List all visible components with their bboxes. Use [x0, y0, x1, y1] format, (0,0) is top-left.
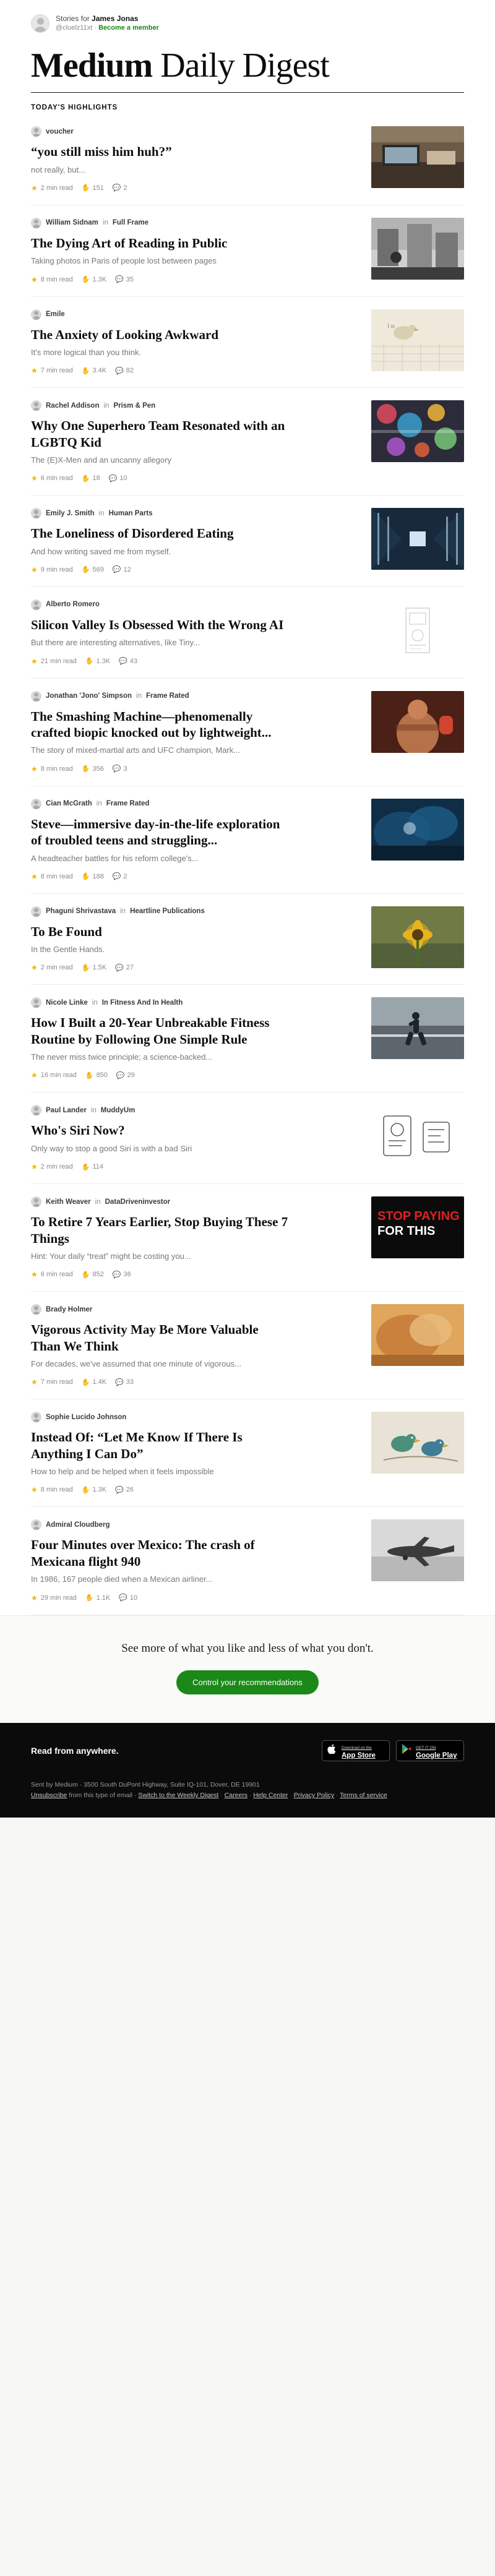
- response-count: 💬 29: [116, 1071, 135, 1080]
- byline-separator: in: [96, 800, 102, 808]
- story-subtitle: But there are interesting alternatives, like Tiny...: [31, 638, 200, 648]
- byline-separator: in: [136, 692, 142, 700]
- author-avatar: [31, 691, 41, 702]
- byline-separator: in: [102, 219, 108, 227]
- svg-text:STOP PAYING: STOP PAYING: [377, 1209, 460, 1224]
- story-item[interactable]: [31, 205, 464, 297]
- comment-icon: 💬: [115, 1486, 124, 1494]
- legal-line2-mid: from this type of email ·: [69, 1792, 137, 1800]
- story-thumbnail[interactable]: [371, 1196, 464, 1258]
- clap-count: ✋ 3.4K: [81, 367, 107, 375]
- clap-count: ✋ 1.4K: [81, 1378, 107, 1386]
- story-thumbnail[interactable]: [371, 599, 464, 661]
- comment-icon: 💬: [112, 1271, 121, 1279]
- sender-bar: [31, 0, 464, 44]
- story-main: [31, 799, 355, 881]
- author-name[interactable]: Phaguni Shrivastava: [46, 908, 116, 916]
- read-time: 8 min read: [40, 872, 73, 880]
- story-meta: [31, 474, 355, 483]
- author-name[interactable]: Cian McGrath: [46, 800, 92, 808]
- byline-separator: in: [90, 1106, 97, 1114]
- story-subtitle: Hint: Your daily “treat” might be costing you...: [31, 1252, 191, 1261]
- clap-count: ✋ 188: [81, 872, 104, 881]
- careers-link[interactable]: Careers: [224, 1792, 248, 1800]
- story-item[interactable]: [31, 388, 464, 496]
- read-time: 2 min read: [40, 964, 73, 972]
- clap-count: ✋ 852: [81, 1271, 104, 1279]
- legal-links: [31, 1790, 464, 1801]
- member-star-icon: ★: [31, 764, 38, 773]
- story-subtitle: And how writing saved me from myself.: [31, 546, 171, 556]
- author-name[interactable]: Brady Holmer: [46, 1305, 93, 1313]
- svg-text:I m: I m: [387, 322, 395, 329]
- story-main: [31, 906, 355, 972]
- story-title[interactable]: To Retire 7 Years Earlier, Stop Buying These 7 Things: [31, 1214, 288, 1246]
- clap-icon: ✋: [85, 658, 94, 666]
- story-subtitle: For decades, we've assumed that one minute of vigorous...: [31, 1359, 241, 1369]
- clap-icon: ✋: [81, 1271, 90, 1279]
- story-main: [31, 1105, 355, 1171]
- story-title[interactable]: How I Built a 20-Year Unbreakable Fitness Routine by Following One Simple Rule: [31, 1015, 270, 1047]
- author-avatar: [31, 508, 41, 518]
- story-title[interactable]: Vigorous Activity May Be More Valuable Than We Think: [31, 1322, 259, 1354]
- story-main: [31, 997, 355, 1080]
- member-star-icon: ★: [31, 1071, 38, 1080]
- story-thumbnail[interactable]: [371, 309, 464, 371]
- story-title[interactable]: Steve—immersive day-in-the-life exploration of troubled teens and struggling...: [31, 816, 280, 848]
- byline: [31, 997, 355, 1008]
- author-avatar: [31, 799, 41, 809]
- response-count: 💬 26: [115, 1486, 134, 1494]
- story-subtitle: The story of mixed-martial arts and UFC champion, Mark...: [31, 745, 241, 755]
- comment-icon: 💬: [119, 658, 127, 666]
- comment-icon: 💬: [112, 765, 121, 773]
- member-star-icon: ★: [31, 366, 38, 376]
- story-item[interactable]: [31, 1507, 464, 1615]
- byline-separator: in: [103, 401, 110, 410]
- author-name[interactable]: Nicole Linke: [46, 998, 88, 1007]
- comment-icon: 💬: [112, 566, 121, 574]
- story-title[interactable]: Silicon Valley Is Obsessed With the Wrong AI: [31, 617, 284, 632]
- member-star-icon: ★: [31, 183, 38, 192]
- response-count: 💬 10: [108, 474, 127, 483]
- read-time: 2 min read: [40, 1163, 73, 1171]
- author-name[interactable]: Emile: [46, 311, 65, 319]
- clap-icon: ✋: [81, 1378, 90, 1386]
- legal-address: Sent by Medium · 3500 South DuPont Highway, Suite IQ-101, Dover, DE 19901: [31, 1780, 260, 1788]
- author-name[interactable]: Jonathan 'Jono' Simpson: [46, 692, 132, 700]
- store-badges: [322, 1740, 464, 1761]
- story-thumbnail[interactable]: [371, 906, 464, 968]
- story-main: [31, 1412, 355, 1494]
- read-time: 2 min read: [40, 184, 73, 192]
- member-star-icon: ★: [31, 963, 38, 972]
- google-play-icon: [402, 1743, 411, 1758]
- story-item[interactable]: [31, 679, 464, 786]
- story-main: [31, 691, 355, 773]
- author-avatar: [31, 126, 41, 137]
- response-count: 💬 35: [115, 275, 134, 284]
- read-time: 9 min read: [40, 565, 73, 573]
- story-main: [31, 126, 355, 192]
- byline: [31, 1105, 355, 1115]
- clap-count: ✋ 151: [81, 184, 104, 192]
- google-play-text: [416, 1741, 457, 1760]
- byline-separator: in: [92, 998, 98, 1007]
- clap-icon: ✋: [81, 964, 90, 972]
- story-title[interactable]: Instead Of: “Let Me Know If There Is Anything I Can Do”: [31, 1430, 243, 1461]
- story-thumbnail[interactable]: [371, 1519, 464, 1581]
- author-avatar: [31, 400, 41, 411]
- publication-name[interactable]: DataDriveninvestor: [105, 1198, 171, 1206]
- byline: [31, 906, 355, 917]
- google-play-button[interactable]: [396, 1740, 464, 1761]
- author-avatar: [31, 1412, 41, 1422]
- read-time: 7 min read: [40, 1378, 73, 1386]
- story-title[interactable]: Why One Superhero Team Resonated with an LGBTQ Kid: [31, 418, 285, 450]
- response-count: 💬 36: [112, 1271, 131, 1279]
- sender-handle: @cluelz11xt: [56, 24, 93, 32]
- story-subtitle: In the Gentle Hands.: [31, 945, 105, 955]
- read-time: 21 min read: [40, 657, 77, 665]
- story-subtitle: not really, but...: [31, 165, 85, 174]
- clap-icon: ✋: [85, 1594, 94, 1602]
- clap-count: ✋ 1.3K: [85, 657, 111, 666]
- story-item[interactable]: [31, 985, 464, 1093]
- comment-icon: 💬: [115, 367, 124, 375]
- author-avatar: [31, 1304, 41, 1315]
- legal-dot-3: ·: [290, 1792, 292, 1800]
- clap-count: ✋ 850: [85, 1071, 108, 1080]
- recommendations-cta: [0, 1615, 495, 1723]
- clap-count: ✋ 1.3K: [81, 275, 107, 284]
- story-meta: [31, 1162, 355, 1171]
- story-thumbnail[interactable]: [371, 691, 464, 753]
- read-time: 7 min read: [40, 367, 73, 375]
- app-bar-title: Read from anywhere.: [31, 1745, 119, 1756]
- author-avatar: [31, 906, 41, 917]
- member-star-icon: ★: [31, 565, 38, 574]
- author-name[interactable]: Paul Lander: [46, 1106, 87, 1114]
- story-title[interactable]: The Loneliness of Disordered Eating: [31, 526, 234, 541]
- sender-prefix: Stories for: [56, 14, 90, 23]
- story-meta: [31, 1270, 355, 1279]
- response-count: 💬 12: [112, 565, 131, 574]
- become-a-member-link[interactable]: Become a member: [98, 24, 159, 32]
- author-avatar: [31, 218, 41, 228]
- story-thumbnail[interactable]: [371, 1412, 464, 1474]
- masthead-brand: Medium: [31, 46, 153, 85]
- clap-icon: ✋: [81, 873, 90, 881]
- author-name[interactable]: Emily J. Smith: [46, 509, 95, 517]
- author-name[interactable]: Alberto Romero: [46, 601, 100, 609]
- response-count: 💬 3: [112, 765, 127, 773]
- byline: [31, 691, 355, 702]
- clap-count: ✋ 356: [81, 765, 104, 773]
- story-title[interactable]: “you still miss him huh?”: [31, 144, 172, 160]
- response-count: 💬 27: [115, 964, 134, 972]
- app-store-text: [342, 1741, 376, 1760]
- clap-icon: ✋: [85, 1071, 94, 1080]
- byline: [31, 126, 355, 137]
- story-thumbnail[interactable]: [371, 218, 464, 280]
- story-main: [31, 599, 355, 666]
- read-time: 8 min read: [40, 1486, 73, 1494]
- clap-count: ✋ 18: [81, 474, 100, 483]
- author-avatar: [31, 1519, 41, 1530]
- member-star-icon: ★: [31, 1378, 38, 1387]
- member-star-icon: ★: [31, 656, 38, 666]
- apple-icon: [327, 1743, 337, 1758]
- author-name[interactable]: Keith Weaver: [46, 1198, 91, 1206]
- response-count: 💬 33: [115, 1378, 134, 1386]
- story-thumbnail[interactable]: [371, 400, 464, 462]
- story-thumbnail[interactable]: [371, 799, 464, 861]
- story-subtitle: Taking photos in Paris of people lost between pages: [31, 256, 217, 266]
- story-item[interactable]: [31, 114, 464, 205]
- publication-name[interactable]: Frame Rated: [145, 692, 189, 700]
- response-count: 💬 2: [112, 872, 127, 881]
- read-time: 6 min read: [40, 1271, 73, 1279]
- sender-separator: ·: [94, 24, 97, 32]
- masthead: [31, 44, 464, 93]
- story-subtitle: How to help and be helped when it feels impossible: [31, 1467, 214, 1477]
- story-item[interactable]: [31, 1292, 464, 1399]
- comment-icon: 💬: [112, 873, 121, 881]
- clap-icon: ✋: [81, 367, 90, 375]
- story-meta: [31, 1594, 355, 1602]
- sender-name: James Jonas: [92, 14, 139, 23]
- member-star-icon: ★: [31, 1485, 38, 1495]
- comment-icon: 💬: [112, 184, 121, 192]
- byline: [31, 1412, 355, 1422]
- story-item[interactable]: [31, 496, 464, 587]
- story-item[interactable]: [31, 894, 464, 985]
- read-time: 8 min read: [40, 275, 73, 283]
- clap-count: ✋ 1.5K: [81, 964, 107, 972]
- byline: [31, 1519, 355, 1530]
- app-store-small: Download on the: [342, 1745, 372, 1750]
- legal-dot-4: ·: [336, 1792, 338, 1800]
- comment-icon: 💬: [116, 1071, 125, 1080]
- story-thumbnail[interactable]: [371, 508, 464, 570]
- legal-dot-1: ·: [220, 1792, 223, 1800]
- byline: [31, 218, 355, 228]
- story-main: [31, 1519, 355, 1602]
- author-name[interactable]: William Sidnam: [46, 219, 98, 227]
- svg-text:FOR THIS: FOR THIS: [377, 1224, 436, 1239]
- byline: [31, 599, 355, 610]
- author-avatar: [31, 309, 41, 320]
- read-time: 16 min read: [40, 1071, 77, 1080]
- story-list: [31, 114, 464, 1615]
- story-meta: [31, 657, 355, 666]
- publication-name[interactable]: Full Frame: [112, 219, 148, 227]
- clap-icon: ✋: [81, 1486, 90, 1494]
- story-meta: [31, 1378, 355, 1386]
- author-avatar: [31, 997, 41, 1008]
- comment-icon: 💬: [108, 474, 118, 483]
- google-play-small: GET IT ON: [416, 1745, 436, 1750]
- clap-count: ✋ 569: [81, 565, 104, 574]
- response-count: 💬 82: [115, 367, 134, 375]
- story-item[interactable]: [31, 587, 464, 679]
- story-main: [31, 1304, 355, 1386]
- story-main: [31, 218, 355, 284]
- google-play-big: Google Play: [416, 1751, 457, 1759]
- publication-name[interactable]: In Fitness And In Health: [101, 998, 183, 1007]
- story-title[interactable]: Four Minutes over Mexico: The crash of Mexicana flight 940: [31, 1537, 255, 1569]
- response-count: 💬 2: [112, 184, 127, 192]
- switch-weekly-digest-link[interactable]: Switch to the Weekly Digest: [138, 1792, 219, 1800]
- story-subtitle: The (E)X-Men and an uncanny allegory: [31, 455, 171, 465]
- byline-separator: in: [120, 908, 126, 916]
- byline: [31, 309, 355, 320]
- comment-icon: 💬: [115, 1378, 124, 1386]
- story-meta: [31, 366, 355, 375]
- comment-icon: 💬: [119, 1594, 127, 1602]
- author-name[interactable]: voucher: [46, 127, 74, 135]
- clap-icon: ✋: [81, 566, 90, 574]
- page-title: [31, 48, 464, 84]
- story-meta: [31, 872, 355, 881]
- story-meta: [31, 184, 355, 192]
- story-thumbnail[interactable]: [371, 997, 464, 1059]
- section-label: TODAY'S HIGHLIGHTS: [31, 104, 118, 112]
- byline: [31, 400, 355, 411]
- author-name[interactable]: Rachel Addison: [46, 401, 100, 410]
- cta-text: See more of what you like and less of what you don't.: [121, 1641, 374, 1655]
- clap-count: ✋ 114: [81, 1163, 103, 1171]
- sender-meta: [56, 24, 159, 33]
- member-star-icon: ★: [31, 1593, 38, 1602]
- publication-name[interactable]: Heartline Publications: [130, 908, 205, 916]
- story-meta: [31, 1485, 355, 1494]
- publication-name[interactable]: Frame Rated: [106, 800, 150, 808]
- story-title[interactable]: The Dying Art of Reading in Public: [31, 235, 228, 251]
- clap-icon: ✋: [81, 474, 90, 483]
- unsubscribe-link[interactable]: Unsubscribe: [31, 1792, 67, 1800]
- story-main: [31, 508, 355, 574]
- publication-name[interactable]: MuddyUm: [100, 1106, 136, 1114]
- member-star-icon: ★: [31, 872, 38, 881]
- legal-footer: [0, 1780, 495, 1818]
- story-thumbnail[interactable]: [371, 126, 464, 188]
- story-title[interactable]: To Be Found: [31, 924, 102, 939]
- member-star-icon: ★: [31, 1162, 38, 1172]
- response-count: 💬 10: [119, 1594, 138, 1602]
- clap-icon: ✋: [81, 184, 90, 192]
- story-thumbnail[interactable]: [371, 1105, 464, 1167]
- app-store-button[interactable]: [322, 1740, 390, 1761]
- story-subtitle: In 1986, 167 people died when a Mexican airliner...: [31, 1574, 213, 1584]
- story-title[interactable]: The Anxiety of Looking Awkward: [31, 327, 218, 342]
- author-avatar: [31, 599, 41, 610]
- clap-icon: ✋: [81, 765, 90, 773]
- email-body: [31, 0, 464, 1615]
- story-meta: [31, 565, 355, 574]
- response-count: 💬 43: [119, 657, 138, 666]
- privacy-policy-link[interactable]: Privacy Policy: [293, 1792, 335, 1800]
- byline: [31, 1196, 355, 1207]
- story-subtitle: It's more logical than you think.: [31, 348, 142, 357]
- clap-count: ✋ 1.3K: [81, 1486, 107, 1494]
- story-item[interactable]: [31, 1093, 464, 1184]
- app-download-bar: [0, 1723, 495, 1780]
- story-meta: [31, 1071, 355, 1080]
- byline: [31, 1304, 355, 1315]
- story-title[interactable]: Who's Siri Now?: [31, 1123, 125, 1138]
- read-time: 6 min read: [40, 474, 73, 483]
- story-thumbnail[interactable]: [371, 1304, 464, 1366]
- story-item[interactable]: [31, 1399, 464, 1507]
- clap-count: ✋ 1.1K: [85, 1594, 111, 1602]
- read-time: 29 min read: [40, 1594, 77, 1602]
- app-store-big: App Store: [342, 1751, 376, 1759]
- sender-text: [56, 14, 159, 33]
- story-meta: [31, 963, 355, 972]
- story-meta: [31, 275, 355, 284]
- story-main: [31, 1196, 355, 1279]
- clap-icon: ✋: [81, 276, 90, 284]
- comment-icon: 💬: [115, 964, 124, 972]
- member-star-icon: ★: [31, 1270, 38, 1279]
- story-title[interactable]: The Smashing Machine—phenomenally crafted biopic knocked out by lightweight...: [31, 708, 272, 741]
- clap-icon: ✋: [81, 1163, 90, 1171]
- story-subtitle: A headteacher battles for his reform college's...: [31, 853, 199, 863]
- byline-separator: in: [98, 509, 105, 517]
- author-name[interactable]: Sophie Lucido Johnson: [46, 1413, 127, 1421]
- story-subtitle: Only way to stop a good Siri is with a bad Siri: [31, 1143, 192, 1153]
- story-item[interactable]: [31, 297, 464, 389]
- legal-dot-2: ·: [249, 1792, 252, 1800]
- member-star-icon: ★: [31, 275, 38, 284]
- author-name[interactable]: Admiral Cloudberg: [46, 1521, 110, 1529]
- control-recommendations-button[interactable]: Control your recommendations: [176, 1670, 319, 1694]
- author-avatar: [31, 1105, 41, 1115]
- publication-name[interactable]: Human Parts: [108, 509, 153, 517]
- story-main: [31, 400, 355, 483]
- terms-of-service-link[interactable]: Terms of service: [340, 1792, 387, 1800]
- story-main: [31, 309, 355, 376]
- author-avatar: [31, 1196, 41, 1207]
- avatar: [31, 14, 50, 33]
- story-item[interactable]: [31, 1184, 464, 1292]
- story-item[interactable]: [31, 786, 464, 894]
- masthead-subtitle: Daily Digest: [160, 46, 329, 85]
- byline: [31, 799, 355, 809]
- read-time: 8 min read: [40, 765, 73, 773]
- comment-icon: 💬: [115, 276, 124, 284]
- byline: [31, 508, 355, 518]
- publication-name[interactable]: Prism & Pen: [113, 401, 156, 410]
- story-meta: [31, 765, 355, 773]
- byline-separator: in: [95, 1198, 101, 1206]
- sender-title: [56, 14, 159, 24]
- help-center-link[interactable]: Help Center: [253, 1792, 288, 1800]
- story-subtitle: The never miss twice principle; a science-backed...: [31, 1052, 213, 1062]
- member-star-icon: ★: [31, 474, 38, 483]
